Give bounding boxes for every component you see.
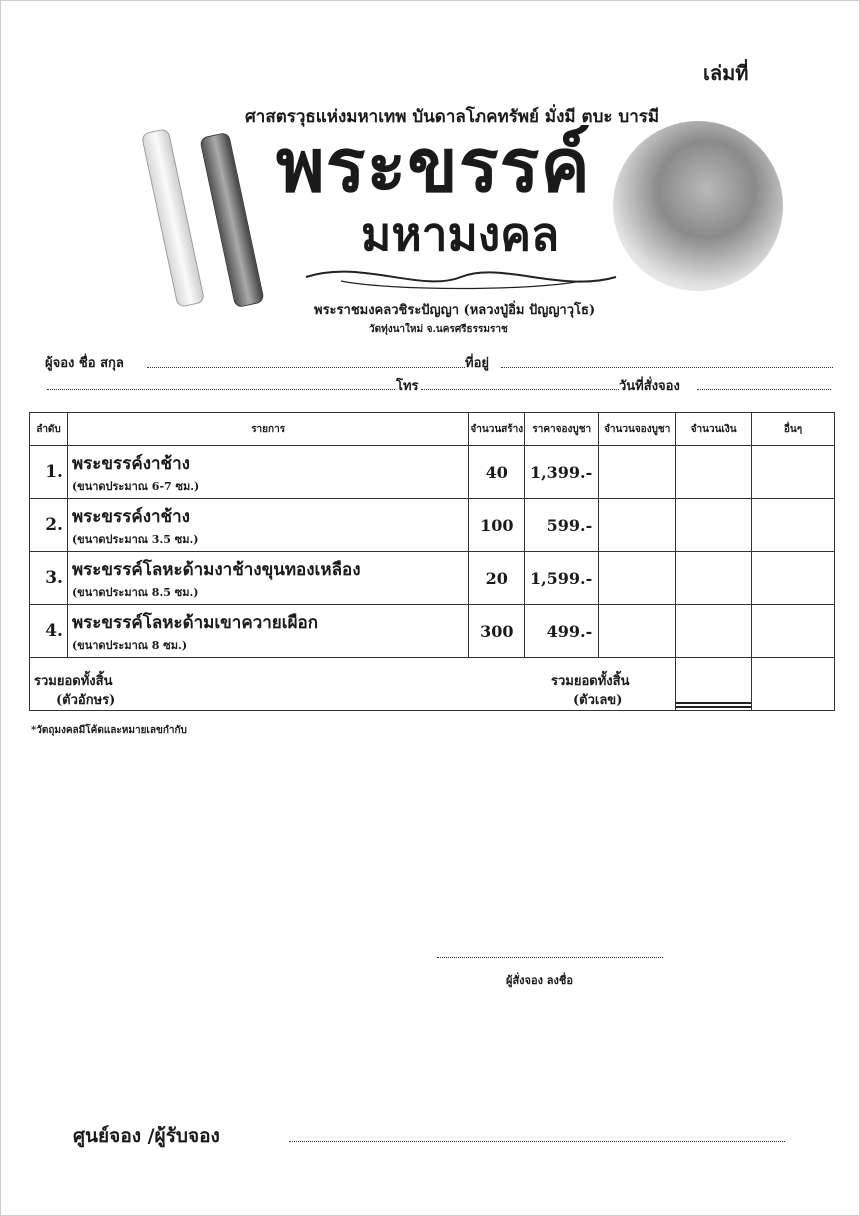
table-header-row (30, 413, 835, 446)
item-size: (ขนาดประมาณ 8.5 ซม.) (71, 585, 199, 599)
signature-line[interactable] (437, 957, 663, 958)
order-date-label: วันที่สั่งจอง (619, 379, 680, 394)
row-other-cell[interactable] (752, 499, 835, 552)
total-amount-cell[interactable] (676, 658, 752, 711)
row-price: 499.- (525, 605, 599, 658)
row-amount-cell[interactable] (676, 605, 752, 658)
row-no: 2. (30, 499, 68, 552)
item-name: พระขรรค์โลหะด้ามเขาควายเผือก (71, 612, 319, 633)
row-order-qty-cell[interactable] (599, 499, 676, 552)
header-no: ลำดับ (30, 413, 68, 446)
row-other-cell[interactable] (752, 605, 835, 658)
total-number-sub: (ตัวเลข) (573, 693, 623, 708)
row-quantity-made: 20 (469, 552, 525, 605)
booker-name-field[interactable] (147, 367, 465, 368)
total-text-label: รวมยอดทั้งสิ้น (34, 674, 113, 689)
header-price: ราคาจองบูชา (525, 413, 599, 446)
row-item (67, 499, 468, 552)
item-size: (ขนาดประมาณ 3.5 ซม.) (71, 532, 199, 546)
logo-title-line1: พระขรรค์ (276, 123, 591, 209)
row-quantity-made: 40 (469, 446, 525, 499)
header-order-qty: จำนวนจองบูชา (599, 413, 676, 446)
totals-labels-cell (30, 658, 676, 711)
total-number-label: รวมยอดทั้งสิ้น (551, 674, 630, 689)
header-amount: จำนวนเงิน (676, 413, 752, 446)
row-item (67, 552, 468, 605)
order-date-field[interactable] (697, 389, 831, 390)
row-no: 4. (30, 605, 68, 658)
book-number-label: เล่มที่ (703, 61, 749, 85)
monk-name: พระราชมงคลวชิระปัญญา (หลวงปู่อิ่ม ปัญญาวุโธ) (314, 303, 596, 318)
order-table (29, 412, 835, 711)
total-other-cell (752, 658, 835, 711)
logo-title-line2: มหามงคล (361, 207, 560, 261)
table-row (30, 446, 835, 499)
row-item (67, 605, 468, 658)
logo-flourish-ornament (301, 263, 621, 291)
item-size: (ขนาดประมาณ 8 ซม.) (71, 638, 188, 652)
item-size: (ขนาดประมาณ 6-7 ซม.) (71, 479, 200, 493)
row-other-cell[interactable] (752, 552, 835, 605)
row-item (67, 446, 468, 499)
row-quantity-made: 300 (469, 605, 525, 658)
item-name: พระขรรค์งาช้าง (71, 506, 190, 527)
row-order-qty-cell[interactable] (599, 552, 676, 605)
row-no: 3. (30, 552, 68, 605)
header-item: รายการ (67, 413, 468, 446)
table-row (30, 605, 835, 658)
table-row (30, 499, 835, 552)
header-other: อื่นๆ (752, 413, 835, 446)
row-order-qty-cell[interactable] (599, 446, 676, 499)
row-quantity-made: 100 (469, 499, 525, 552)
address-label: ที่อยู่ (465, 356, 489, 371)
tagline: ศาสตรวุธแห่งมหาเทพ บันดาลโภคทรัพย์ มั่งมี ตบะ บารมี (245, 107, 660, 127)
table-row (30, 552, 835, 605)
row-amount-cell[interactable] (676, 499, 752, 552)
phone-field[interactable] (421, 389, 619, 390)
address-field[interactable] (501, 367, 833, 368)
totals-row (30, 658, 835, 711)
row-amount-cell[interactable] (676, 552, 752, 605)
row-price: 1,599.- (525, 552, 599, 605)
row-price: 599.- (525, 499, 599, 552)
booker-name-label: ผู้จอง ชื่อ สกุล (45, 356, 124, 371)
monk-photo (613, 121, 783, 291)
address-field-line2[interactable] (47, 389, 395, 390)
signature-label: ผู้สั่งจอง ลงชื่อ (506, 974, 573, 987)
booking-center-label: ศูนย์จอง /ผู้รับจอง (73, 1125, 220, 1147)
serial-note: *วัตถุมงคลมีโค้ดและหมายเลขกำกับ (31, 725, 187, 736)
item-name: พระขรรค์โลหะด้ามงาช้างขุนทองเหลือง (71, 559, 361, 580)
row-no: 1. (30, 446, 68, 499)
total-text-sub: (ตัวอักษร) (56, 693, 116, 708)
header-quantity-made: จำนวนสร้าง (469, 413, 525, 446)
booking-center-field[interactable] (289, 1141, 785, 1142)
phone-label: โทร (396, 379, 419, 394)
row-order-qty-cell[interactable] (599, 605, 676, 658)
item-name: พระขรรค์งาช้าง (71, 453, 190, 474)
row-amount-cell[interactable] (676, 446, 752, 499)
temple-name: วัดทุ่งนาใหม่ จ.นครศรีธรรมราช (369, 324, 508, 335)
row-price: 1,399.- (525, 446, 599, 499)
row-other-cell[interactable] (752, 446, 835, 499)
